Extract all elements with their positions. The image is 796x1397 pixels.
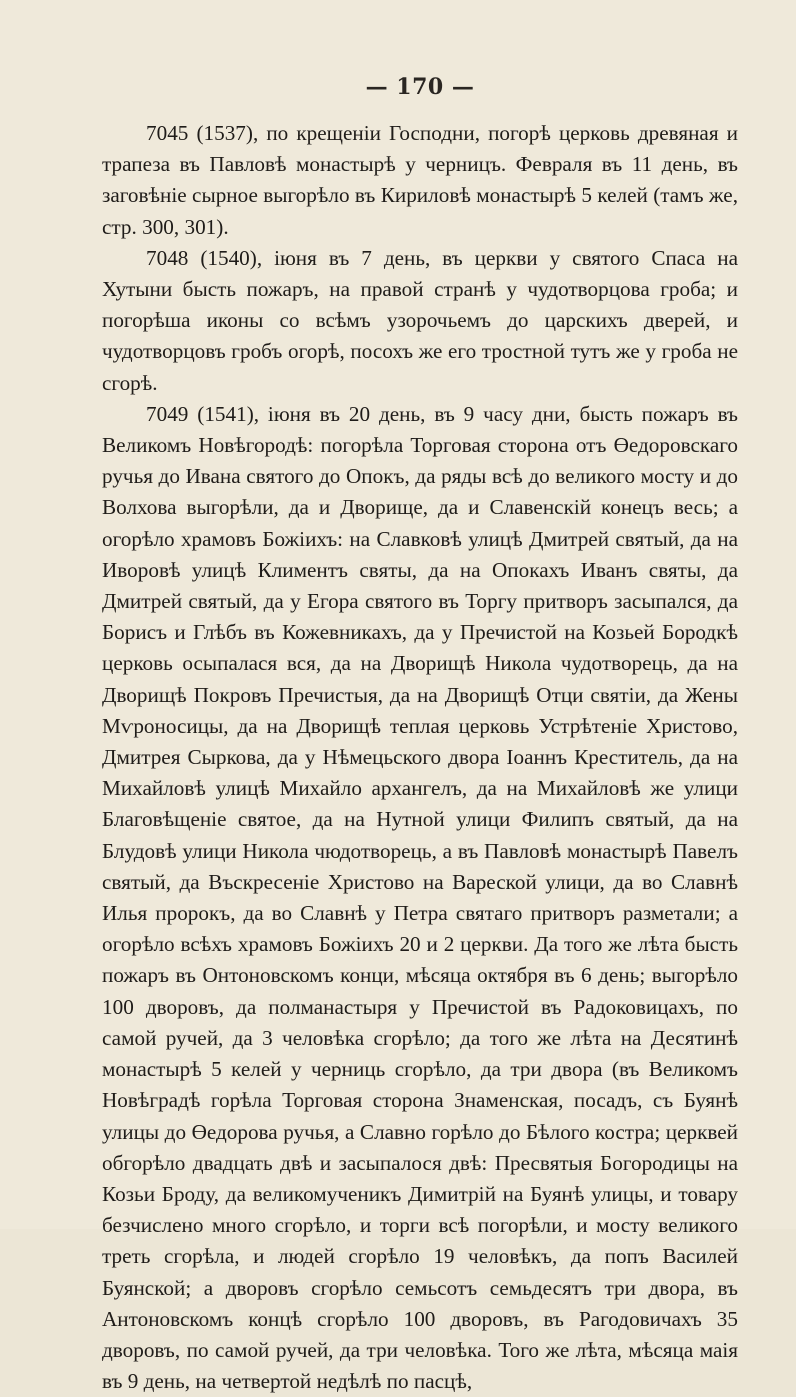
page-number: — 170 — [365,74,475,100]
paragraph-1540: 7048 (1540), іюня въ 7 день, въ церкви у святого Спаса на Хутыни бысть пожаръ, на правой странѣ у чудотворцова гроба; и погорѣша иконы со всѣмъ узорочьемъ до царскихъ дверей, и чудотворцовъ гробъ огорѣ, посохъ же его тростной тутъ же у гроба не сгорѣ. [102,245,738,395]
paragraph-1537: 7045 (1537), по крещеніи Господни, погорѣ церковь древяная и трапеза въ Павловѣ монастырѣ у черницъ. Февраля въ 11 день, въ заговѣніе сырное выгорѣло въ Кириловѣ монастырѣ 5 келей (тамъ же, стр. 300, 301). [102,121,738,239]
page-body [102,118,738,1397]
paragraph-1541: 7049 (1541), іюня въ 20 день, въ 9 часу дни, бысть пожаръ въ Великомъ Новѣгородѣ: погорѣла Торговая сторона отъ Өедоровскаго ручья до Ивана святого до Опокъ, да ряды всѣ до великого мосту и до Волхова выгорѣли, да и Дворище, да и Славенскій конецъ весь; а огорѣло храмовъ Божіихъ: на Славковѣ улицѣ Дмитрей святый, да на Иворовѣ улицѣ Климентъ святы, да на Опокахъ Иванъ святы, да Дмитрей святый, да у Егора святого въ Торгу притворъ засыпался, да Борисъ и Глѣбъ въ Кожевникахъ, да у Пречистой на Козьей Бородкѣ церковь осыпалася вся, да на Дворищѣ Никола чудотворець, да на Дворищѣ Покровъ Пречистыя, да на Дворищѣ Отци святіи, да Жены Мѵроносицы, да на Дворищѣ теплая церковь Устрѣтеніе Христово, Дмитрея Сыркова, да у Нѣмецьского двора Іоаннъ Креститель, да на Михайловѣ улицѣ Михайло архангелъ, да на Михайловѣ же улици Благовѣщеніе святое, да на Нутной улици Филипъ святый, да на Блудовѣ улици Никола чюдотворець, а въ Павловѣ монастырѣ Павелъ святый, да Въскресеніе Христово на Вареской улици, да во Славнѣ Илья пророкъ, да во Славнѣ у Петра святаго притворъ разметали; а огорѣло всѣхъ храмовъ Божіихъ 20 и 2 церкви. Да того же лѣта бысть пожаръ въ Онтоновскомъ конци, мѣсяца октября въ 6 день; выгорѣло 100 дворовъ, да полманастыря у Пречистой въ Радоковицахъ, по самой ручей, да 3 человѣка сгорѣло; да того же лѣта на Десятинѣ монастырѣ 5 келей у черниць сгорѣло, да три двора (въ Великомъ Новѣградѣ горѣла Торговая сторона Знаменская, посадъ, съ Буянѣ улицы до Өедорова ручья, а Славно горѣло до Бѣлого костра; церквей обгорѣло двадцать двѣ и засыпалося двѣ: Пресвятыя Богородицы на Козьи Броду, да великомученикъ Димитрій на Буянѣ улицы, и товару безчислено много сгорѣло, и торги всѣ погорѣли, и мосту великого треть сгорѣла, и людей сгорѣло 19 человѣкъ, да попъ Василей Буянской; а дворовъ сгорѣло семьсотъ семьдесятъ три двора, въ Антоновскомъ концѣ сгорѣло 100 дворовъ, въ Рагодовичахъ 35 дворовъ, по самой ручей, да три человѣка. Того же лѣта, мѣсяца маія въ 9 день, на четвертой недѣлѣ по пасцѣ, [102,401,738,1394]
